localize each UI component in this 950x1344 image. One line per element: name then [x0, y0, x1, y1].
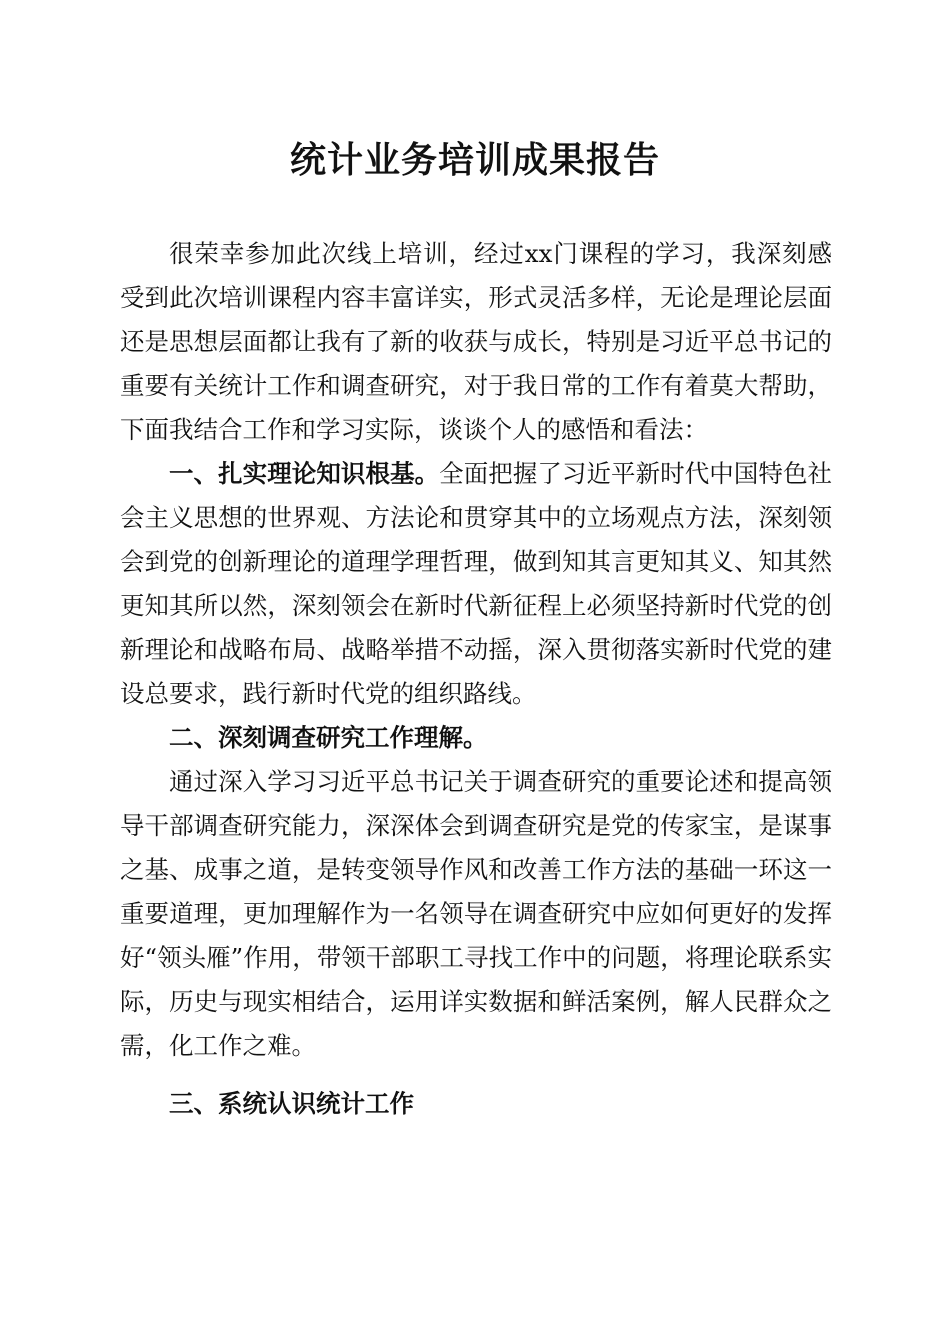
section-1-body: 全面把握了习近平新时代中国特色社会主义思想的世界观、方法论和贯穿其中的立场观点方法，深刻领会到党的创新理论的道理学理哲理，做到知其言更知其义、知其然更知其所以然，深刻领会在新时代新征程上必须坚持新时代党的创新理论和战略布局、战略举措不动摇，深入贯彻落实新时代党的建设总要求，践行新时代党的组织路线。: [120, 459, 833, 708]
section-1-paragraph: [120, 452, 832, 716]
section-3-heading-paragraph: [120, 1082, 832, 1126]
intro-paragraph: 很荣幸参加此次线上培训，经过xx门课程的学习，我深刻感受到此次培训课程内容丰富详实，形式灵活多样，无论是理论层面还是思想层面都让我有了新的收获与成长，特别是习近平总书记的重要有关统计工作和调查研究，对于我日常的工作有着莫大帮助，下面我结合工作和学习实际，谈谈个人的感悟和看法：: [120, 239, 832, 444]
section-2-body: 通过深入学习习近平总书记关于调查研究的重要论述和提高领导干部调查研究能力，深深体会到调查研究是党的传家宝，是谋事之基、成事之道，是转变领导作风和改善工作方法的基础一环这一重要道理，更加理解作为一名领导在调查研究中应如何更好的发挥好“领头雁”作用，带领干部职工寻找工作中的问题，将理论联系实际，历史与现实相结合，运用详实数据和鲜活案例，解人民群众之需，化工作之难。: [120, 767, 832, 1060]
document-title: 统计业务培训成果报告: [289, 139, 660, 181]
section-1-heading: 一、扎实理论知识根基。: [169, 459, 440, 488]
document-body: [120, 232, 832, 1126]
section-2-heading: 二、深刻调查研究工作理解。: [169, 723, 488, 752]
section-3-heading: 三、系统认识统计工作: [169, 1089, 414, 1118]
section-2-heading-paragraph: [120, 716, 832, 760]
